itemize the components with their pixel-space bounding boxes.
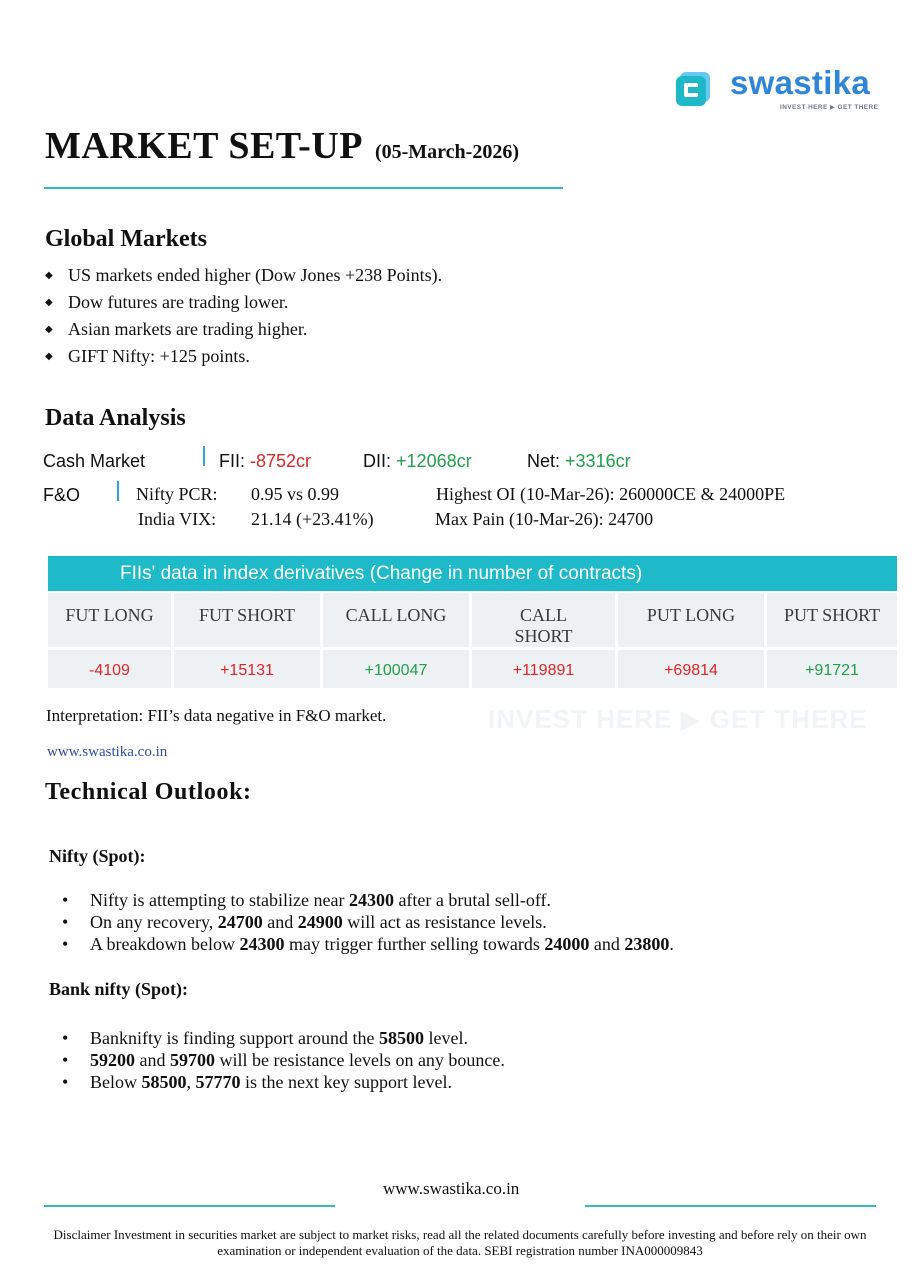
banknifty-heading: Bank nifty (Spot): [49, 979, 189, 999]
watermark: INVEST HERE ▶ GET THERE [488, 704, 868, 734]
title-underline [44, 187, 563, 189]
global-markets-list [45, 262, 442, 370]
list-item: • Nifty is attempting to stabilize near 24300 after a brutal sell-off. [62, 889, 674, 911]
net-label: Net: [527, 451, 561, 471]
col-header-fut-short: FUT SHORT [174, 593, 320, 647]
list-item: ◆ US markets ended higher (Dow Jones +238 Points). [45, 262, 442, 289]
list-item: • Banknifty is finding support around the 58500 level. [62, 1027, 505, 1049]
fo-label: F&O [43, 485, 81, 505]
interpretation: Interpretation: FII’s data negative in F&O market. [46, 706, 387, 725]
col-header-fut-long: FUT LONG [48, 593, 171, 647]
value-call-short: +119891 [472, 650, 615, 688]
disclaimer: Disclaimer Investment in securities market are subject to market risks, read all the related documents carefully before investing and before rely on their own examination or independent evaluation of the data. SEBI registration number INA000009843 [53, 1227, 867, 1258]
fii-label: FII: [219, 451, 245, 471]
banknifty-list [62, 1027, 505, 1093]
list-item: ◆ Asian markets are trading higher. [45, 316, 442, 343]
vix-label: India VIX: [138, 509, 217, 529]
page-title [45, 124, 519, 168]
net-cash [527, 451, 631, 472]
dii-label: DII: [363, 451, 392, 471]
global-markets-heading: Global Markets [45, 226, 207, 252]
dii-value: +12068cr [396, 451, 472, 471]
footer-website[interactable]: www.swastika.co.in [383, 1179, 520, 1198]
fii-table-header [48, 556, 897, 591]
col-header-call-short: CALL SHORT [472, 593, 615, 647]
footer-rule-left [44, 1205, 335, 1207]
list-item: • A breakdown below 24300 may trigger further selling towards 24000 and 23800. [62, 933, 674, 955]
fii-cash [219, 451, 311, 472]
nifty-heading: Nifty (Spot): [49, 846, 146, 866]
brand-logo [676, 64, 886, 116]
value-put-short: +91721 [767, 650, 897, 688]
title-main: MARKET SET-UP [45, 125, 363, 167]
cash-market-divider [203, 446, 205, 466]
fii-value: -8752cr [250, 451, 312, 471]
nifty-pcr [136, 484, 218, 505]
technical-outlook-heading: Technical Outlook: [45, 779, 252, 805]
website-link[interactable]: www.swastika.co.in [47, 744, 168, 760]
list-item: ◆ Dow futures are trading lower. [45, 289, 442, 316]
value-put-long: +69814 [618, 650, 764, 688]
list-item: • Below 58500, 57770 is the next key support level. [62, 1071, 505, 1093]
title-date: (05-March-2026) [374, 141, 520, 163]
value-call-long: +100047 [323, 650, 469, 688]
fo-divider [117, 481, 119, 501]
logo-icon [676, 70, 712, 106]
list-item: • On any recovery, 24700 and 24900 will act as resistance levels. [62, 911, 674, 933]
max-pain: Max Pain (10-Mar-26): 24700 [435, 509, 654, 529]
footer-rule-right [585, 1205, 876, 1207]
pcr-value: 0.95 vs 0.99 [251, 484, 340, 504]
value-fut-long: -4109 [48, 650, 171, 688]
col-header-put-short: PUT SHORT [767, 593, 897, 647]
list-item: • 59200 and 59700 will be resistance levels on any bounce. [62, 1049, 505, 1071]
highest-oi: Highest OI (10-Mar-26): 260000CE & 24000PE [436, 484, 786, 504]
pcr-label: Nifty PCR: [136, 484, 218, 504]
dii-cash [363, 451, 472, 472]
cash-market-label: Cash Market [43, 451, 146, 471]
brand-tagline: INVEST HERE ▶ GET THERE [780, 104, 879, 111]
brand-name: swastika [730, 64, 870, 101]
data-analysis-heading: Data Analysis [45, 405, 186, 431]
nifty-list [62, 889, 674, 955]
list-item: ◆ GIFT Nifty: +125 points. [45, 343, 442, 370]
col-header-put-long: PUT LONG [618, 593, 764, 647]
net-value: +3316cr [565, 451, 631, 471]
vix-value: 21.14 (+23.41%) [251, 509, 374, 529]
value-fut-short: +15131 [174, 650, 320, 688]
col-header-call-long: CALL LONG [323, 593, 469, 647]
fii-table-title: FIIs' data in index derivatives (Change in number of contracts) [120, 563, 643, 584]
